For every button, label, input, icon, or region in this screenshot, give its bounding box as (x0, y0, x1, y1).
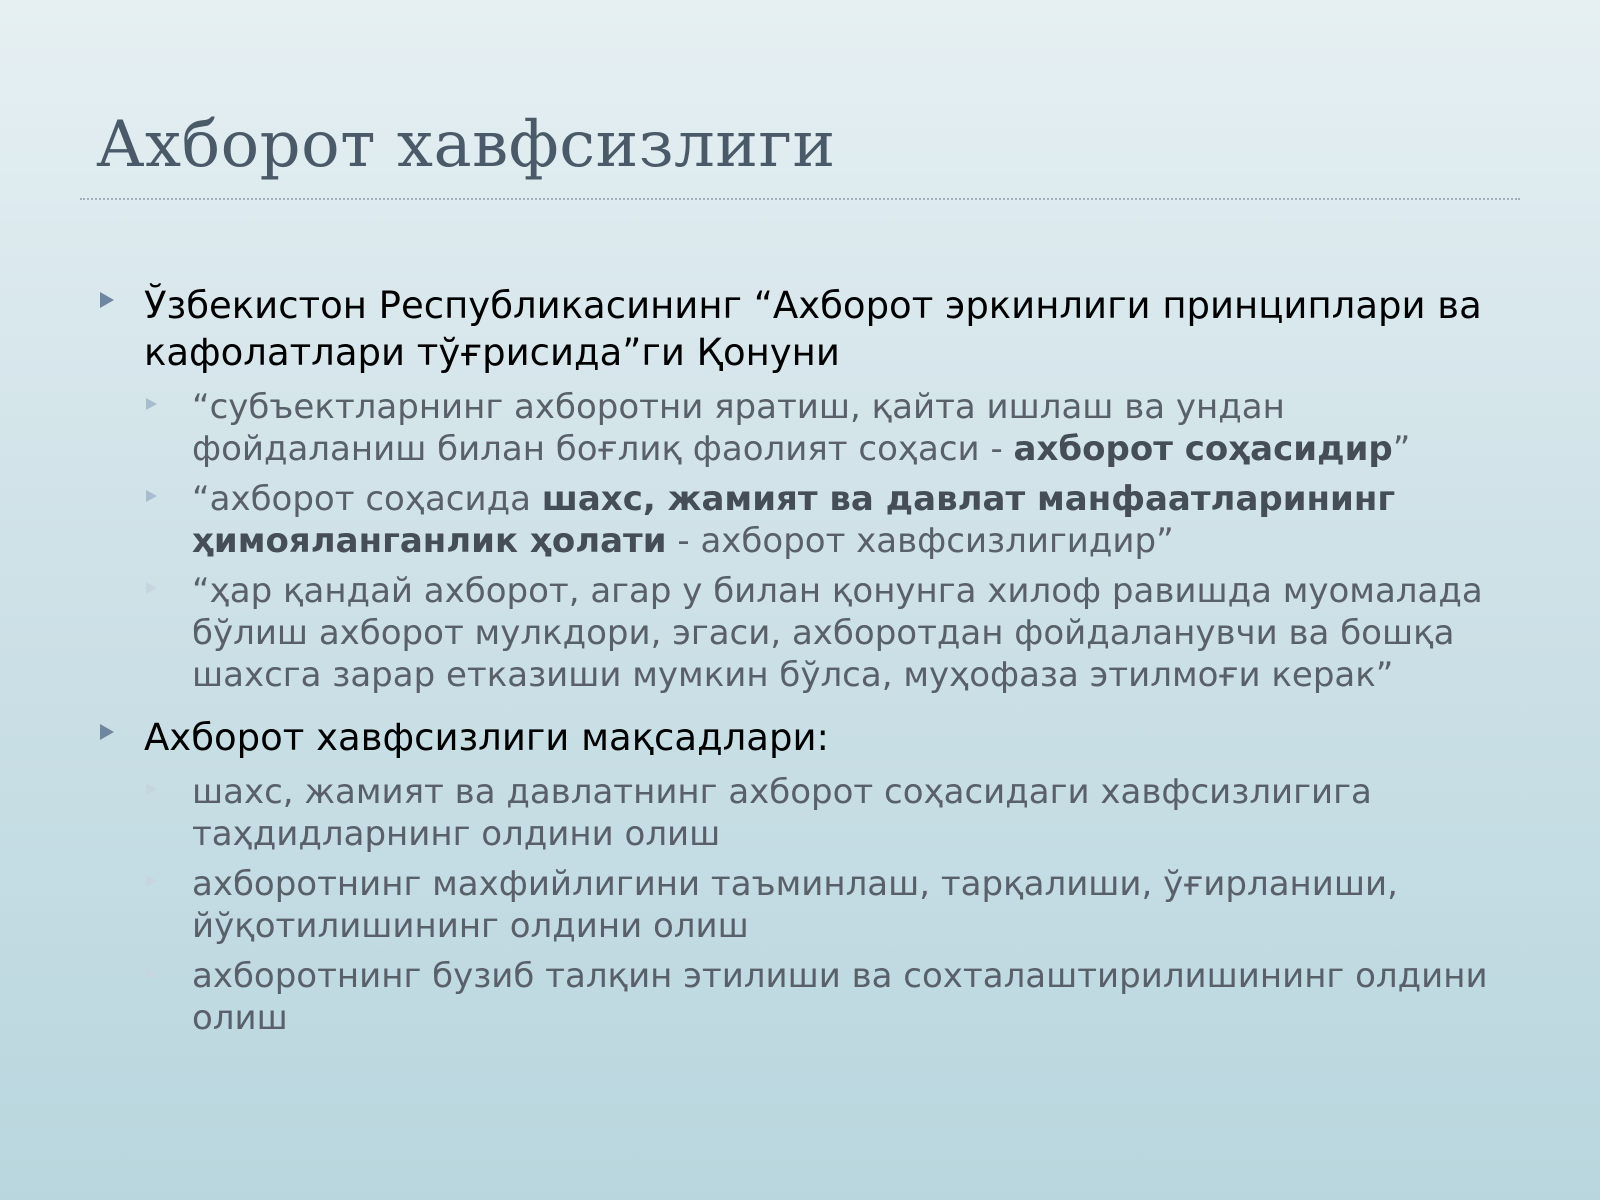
sub-bullet-text-end: ” (1392, 429, 1411, 469)
bullet-text: Ахборот хавфсизлиги мақсадлари: (144, 716, 829, 759)
bullet-item-law (96, 282, 1516, 376)
sub-bullet-item (144, 570, 1516, 696)
sub-bullet-emphasis: шахс, жамият ва давлат манфаатларининг ҳимояланганлик ҳолати (192, 479, 1396, 561)
sub-bullet-text: ахборотнинг махфийлигини таъминлаш, тарқалиши, ўғирланиши, йўқотилишининг олдини олиш (192, 864, 1398, 946)
sub-bullet-item (144, 955, 1516, 1039)
sub-bullet-text: “ахборот соҳасида (192, 479, 542, 519)
sub-bullet-text-end: - ахборот хавфсизлигидир” (666, 521, 1174, 561)
sub-bullet-item (144, 863, 1516, 947)
slide-content (96, 282, 1516, 1047)
sub-bullet-text: шахс, жамият ва давлатнинг ахборот соҳасидаги хавфсизлигига таҳдидларнинг олдини олиш (192, 772, 1372, 854)
sub-bullet-emphasis: ахборот соҳасидир (1013, 429, 1393, 469)
sub-bullet-text: ахборотнинг бузиб талқин этилиши ва сохталаштирилишининг олдини олиш (192, 956, 1488, 1038)
sub-bullet-item (144, 478, 1516, 562)
sub-bullet-text: “субъектларнинг ахборотни яратиш, қайта ишлаш ва ундан фойдаланиш билан боғлиқ фаолият соҳаси - (192, 387, 1285, 469)
triangle-bullet-icon (146, 783, 157, 795)
triangle-bullet-icon (100, 724, 114, 740)
triangle-bullet-icon (100, 292, 114, 308)
bullet-item-goals (96, 714, 1516, 761)
slide-title: Ахборот хавфсизлиги (96, 108, 836, 182)
triangle-bullet-icon (146, 398, 157, 410)
title-divider (80, 198, 1520, 200)
bullet-text: Ўзбекистон Республикасининг “Ахборот эркинлиги принциплари ва кафолатлари тўғрисида”ги Қонуни (144, 284, 1482, 374)
triangle-bullet-icon (146, 582, 157, 594)
sub-bullet-text: “ҳар қандай ахборот, агар у билан қонунга хилоф равишда муомалада бўлиш ахборот мулкдори, эгаси, ахборотдан фойдаланувчи ва бошқа шахсга зарар етказиши мумкин бўлса, муҳофаза этилмоғи керак” (192, 571, 1483, 695)
triangle-bullet-icon (146, 967, 157, 979)
sub-bullet-item (144, 386, 1516, 470)
triangle-bullet-icon (146, 875, 157, 887)
triangle-bullet-icon (146, 490, 157, 502)
sub-bullet-item (144, 771, 1516, 855)
